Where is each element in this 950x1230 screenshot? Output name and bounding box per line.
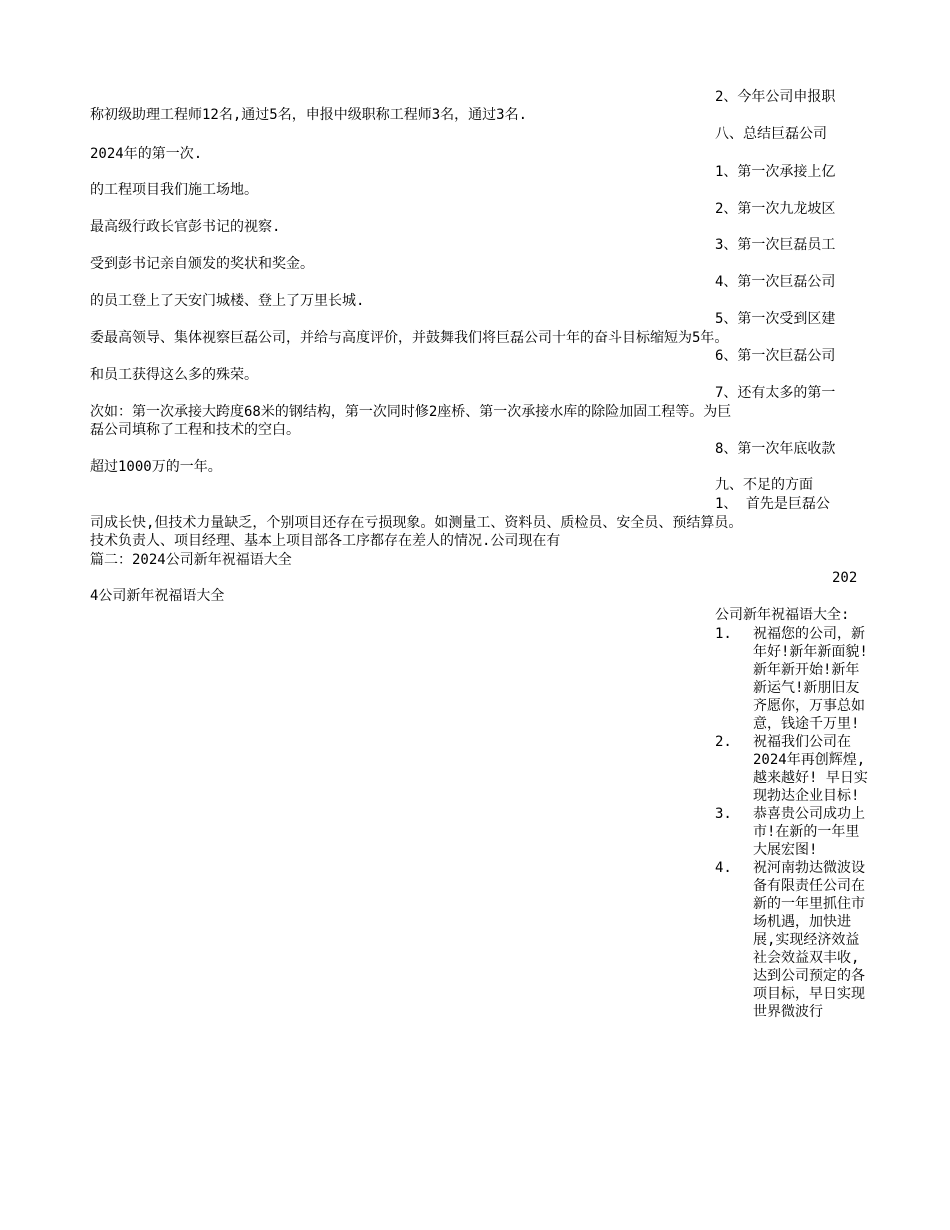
list-text: 祝福您的公司，新年好!新年新面貌!新年新开始!新年新运气!新朋旧友齐愿你，万事总如意，钱途千万里! (753, 626, 868, 732)
body-text-line: 和员工获得这么多的殊荣。 (90, 367, 258, 383)
side-text-line: 6、第一次巨磊公司 (715, 348, 836, 364)
side-text-line: 3、第一次巨磊员工 (715, 237, 836, 253)
body-text-line: 司成长快,但技术力量缺乏，个别项目还存在亏损现象。如测量工、资料员、质检员、安全员、预结算员。 (90, 515, 743, 531)
wishes-heading: 公司新年祝福语大全: (715, 607, 850, 623)
list-item (715, 733, 875, 805)
list-number: 2. (715, 734, 732, 750)
body-text-line: 磊公司填称了工程和技术的空白。 (90, 422, 300, 438)
side-heading: 九、不足的方面 (715, 477, 813, 493)
list-item (715, 625, 875, 733)
side-text-fragment: 202 (832, 570, 858, 586)
body-text-line: 最高级行政长官彭书记的视察. (90, 219, 281, 235)
side-heading: 八、总结巨磊公司 (715, 126, 827, 142)
section-heading: 篇二：2024公司新年祝福语大全 (90, 552, 292, 568)
list-item (715, 805, 875, 859)
body-text-line: 称初级助理工程师12名,通过5名，申报中级职称工程师3名，通过3名. (90, 107, 527, 123)
body-text-line: 超过1000万的一年。 (90, 459, 222, 475)
body-text-line: 2024年的第一次. (90, 146, 203, 162)
body-text-line: 的员工登上了天安门城楼、登上了万里长城. (90, 293, 365, 309)
side-text-line: 2、第一次九龙坡区 (715, 201, 836, 217)
section-subheading: 4公司新年祝福语大全 (90, 588, 225, 604)
body-text-line: 委最高领导、集体视察巨磊公司，并给与高度评价，并鼓舞我们将巨磊公司十年的奋斗目标缩短为5年。 (90, 330, 729, 346)
list-item (715, 859, 875, 1021)
side-text-line: 7、还有太多的第一 (715, 385, 836, 401)
body-text-line: 的工程项目我们施工场地。 (90, 182, 258, 198)
list-text: 恭喜贵公司成功上市!在新的一年里大展宏图! (753, 806, 865, 858)
body-text-line: 受到彭书记亲自颁发的奖状和奖金。 (90, 256, 314, 272)
side-text-line: 1、第一次承接上亿 (715, 164, 836, 180)
body-text-line: 次如：第一次承接大跨度68米的钢结构，第一次同时修2座桥、第一次承接水库的除险加固工程等。为巨 (90, 404, 732, 420)
list-number: 3. (715, 806, 732, 822)
list-text: 祝福我们公司在2024年再创辉煌,越来越好! 早日实现勃达企业目标! (753, 734, 868, 804)
list-number: 1. (715, 626, 732, 642)
body-text-line: 技术负责人、项目经理、基本上项目部各工序都存在差人的情况.公司现在有 (90, 533, 561, 549)
side-text-line: 4、第一次巨磊公司 (715, 274, 836, 290)
side-text-line: 5、第一次受到区建 (715, 311, 836, 327)
list-number: 4. (715, 860, 732, 876)
list-text: 祝河南勃达微波设备有限责任公司在新的一年里抓住市场机遇，加快进展,实现经济效益社会效益双丰收,达到公司预定的各项目标，早日实现世界微波行 (753, 860, 865, 1020)
side-text-line: 8、第一次年底收款 (715, 441, 836, 457)
wishes-list (715, 625, 875, 1021)
side-text-line: 2、今年公司申报职 (715, 89, 836, 105)
side-text-line: 1、 首先是巨磊公 (715, 496, 830, 512)
